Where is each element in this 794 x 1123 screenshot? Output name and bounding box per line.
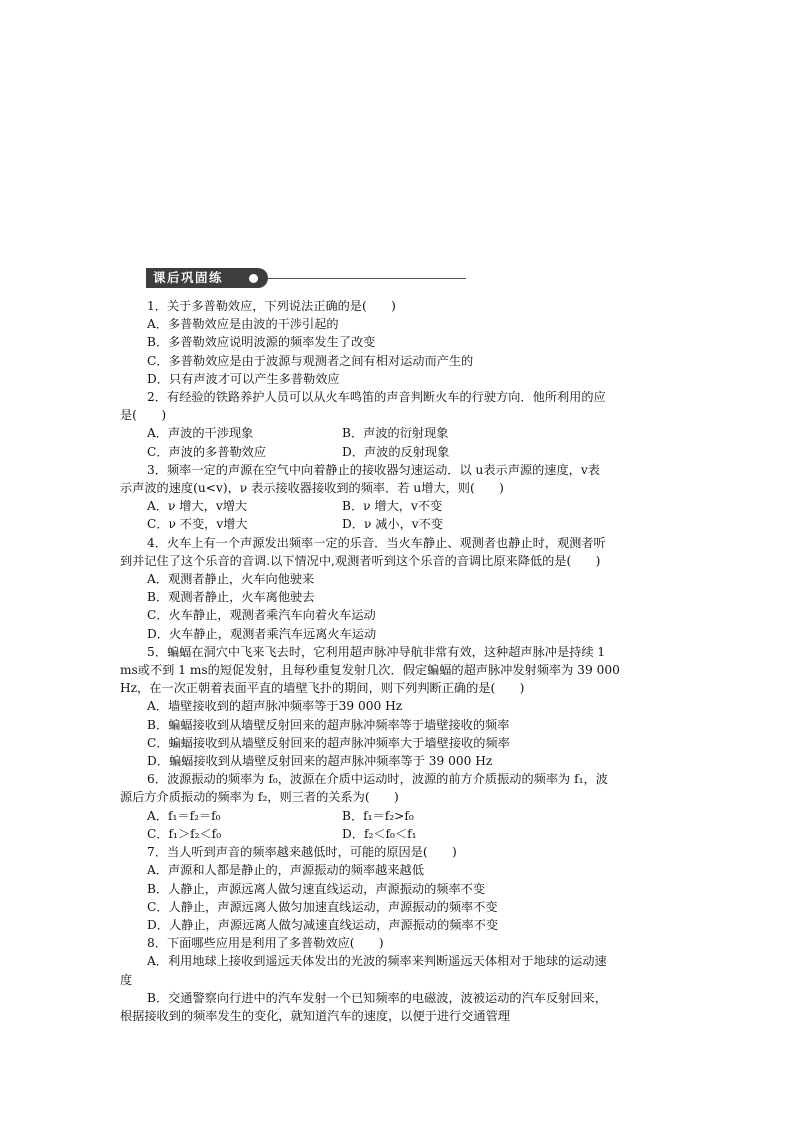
- question-8-stem: 8．下面哪些应用是利用了多普勒效应( ): [147, 936, 384, 951]
- question-5-stem: 5．蝙蝠在洞穴中飞来飞去时，它利用超声脉冲导航非常有效，这种超声脉冲是持续 1: [147, 644, 606, 659]
- question-1-option-d: D．只有声波才可以产生多普勒效应: [147, 371, 340, 386]
- question-5-option-c: C．蝙蝠接收到从墙壁反射回来的超声脉冲频率大于墙壁接收的频率: [147, 735, 510, 750]
- question-4-option-a: A．观测者静止，火车向他驶来: [147, 572, 315, 587]
- question-1-option-a: A．多普勒效应是由波的干涉引起的: [147, 317, 339, 332]
- question-list: [120, 297, 675, 1025]
- question-7-stem: 7．当人听到声音的频率越来越低时，可能的原因是( ): [147, 845, 457, 860]
- question-2-options-cd: [120, 443, 675, 461]
- question-1-option-c: C．多普勒效应是由于波源与观测者之间有相对运动而产生的: [147, 353, 474, 368]
- question-3-options-ab: [120, 497, 675, 515]
- question-3-option-b: B．ν 增大，v不变: [342, 499, 443, 514]
- question-3-option-c: C．ν 不变，v增大: [147, 517, 248, 532]
- question-2-stem: 2．有经验的铁路养护人员可以从火车鸣笛的声音判断火车的行驶方向．他所利用的应: [147, 390, 606, 405]
- question-3-stem: 3．频率一定的声源在空气中向着静止的接收器匀速运动．以 u表示声源的速度，v表: [147, 462, 600, 477]
- question-7-option-a: A．声源和人都是静止的，声源振动的频率越来越低: [147, 863, 424, 878]
- question-6-option-a: A．f₁＝f₂＝f₀: [147, 808, 221, 823]
- question-2-stem-cont: 是( ): [120, 408, 167, 423]
- question-4-option-d: D．火车静止，观测者乘汽车远离火车运动: [147, 626, 377, 641]
- question-2-option-a: A．声波的干涉现象: [147, 426, 254, 441]
- section-header: [146, 266, 466, 288]
- question-5-option-b: B．蝙蝠接收到从墙壁反射回来的超声脉冲频率等于墙壁接收的频率: [147, 717, 510, 732]
- question-1-option-b: B．多普勒效应说明波源的频率发生了改变: [147, 335, 376, 350]
- question-7-option-d: D．人静止，声源远离人做匀减速直线运动，声源振动的频率不变: [147, 917, 499, 932]
- question-4-option-b: B．观测者静止，火车离他驶去: [147, 590, 315, 605]
- question-3-stem-cont: 示声波的速度(u<v)，ν 表示接收器接收到的频率．若 u增大，则( ): [120, 481, 504, 496]
- question-5-stem-cont-2: Hz，在一次正朝着表面平直的墙壁飞扑的期间，则下列判断正确的是( ): [120, 681, 525, 696]
- question-6-options-ab: [120, 807, 675, 825]
- question-6-option-c: C．f₁＞f₂＜f₀: [147, 826, 222, 841]
- section-title: 课后巩固练: [146, 268, 268, 288]
- question-8-option-a-cont: 度: [120, 972, 133, 987]
- question-5-option-d: D．蝙蝠接收到从墙壁反射回来的超声脉冲频率等于 39 000 Hz: [147, 754, 493, 769]
- question-8-option-a: A．利用地球上接收到遥远天体发出的光波的频率来判断遥远天体相对于地球的运动速: [147, 954, 607, 969]
- question-4-stem: 4．火车上有一个声源发出频率一定的乐音．当火车静止、观测者也静止时，观测者听: [147, 535, 606, 550]
- question-4-option-c: C．火车静止，观测者乘汽车向着火车运动: [147, 608, 376, 623]
- header-divider: [268, 278, 466, 279]
- question-3-option-a: A．ν 增大，v增大: [147, 499, 248, 514]
- question-6-options-cd: [120, 825, 675, 843]
- question-4-stem-cont: 到并记住了这个乐音的音调.以下情况中,观测者听到这个乐音的音调比原来降低的是( ): [120, 553, 601, 568]
- question-3-option-d: D．ν 减小，v不变: [342, 517, 444, 532]
- question-3-options-cd: [120, 515, 675, 533]
- question-1-stem: 1．关于多普勒效应，下列说法正确的是( ): [147, 299, 396, 313]
- question-7-option-b: B．人静止，声源远离人做匀速直线运动，声源振动的频率不变: [147, 881, 486, 896]
- question-8-option-b-cont: 根据接收到的频率发生的变化，就知道汽车的速度，以便于进行交通管理: [120, 1008, 510, 1023]
- question-5-stem-cont-1: ms或不到 1 ms的短促发射，且每秒重复发射几次．假定蝙蝠的超声脉冲发射频率为 39 000: [120, 663, 620, 678]
- question-2-option-d: D．声波的反射现象: [342, 444, 450, 459]
- question-2-options-ab: [120, 424, 675, 442]
- question-6-stem-cont: 源后方介质振动的频率为 f₂，则三者的关系为( ): [120, 790, 399, 805]
- question-6-stem: 6．波源振动的频率为 f₀，波源在介质中运动时，波源的前方介质振动的频率为 f₁，波: [147, 772, 608, 787]
- question-2-option-c: C．声波的多普勒效应: [147, 444, 267, 459]
- question-7-option-c: C．人静止，声源远离人做匀加速直线运动，声源振动的频率不变: [147, 899, 498, 914]
- question-6-option-d: D．f₂＜f₀＜f₁: [342, 826, 417, 841]
- bullet-dot-icon: [249, 274, 258, 283]
- question-2-option-b: B．声波的衍射现象: [342, 426, 449, 441]
- question-8-option-b: B．交通警察向行进中的汽车发射一个已知频率的电磁波，波被运动的汽车反射回来，: [147, 990, 607, 1005]
- question-5-option-a: A．墙壁接收到的超声脉冲频率等于39 000 Hz: [147, 699, 403, 714]
- question-6-option-b: B．f₁＝f₂>f₀: [342, 808, 414, 823]
